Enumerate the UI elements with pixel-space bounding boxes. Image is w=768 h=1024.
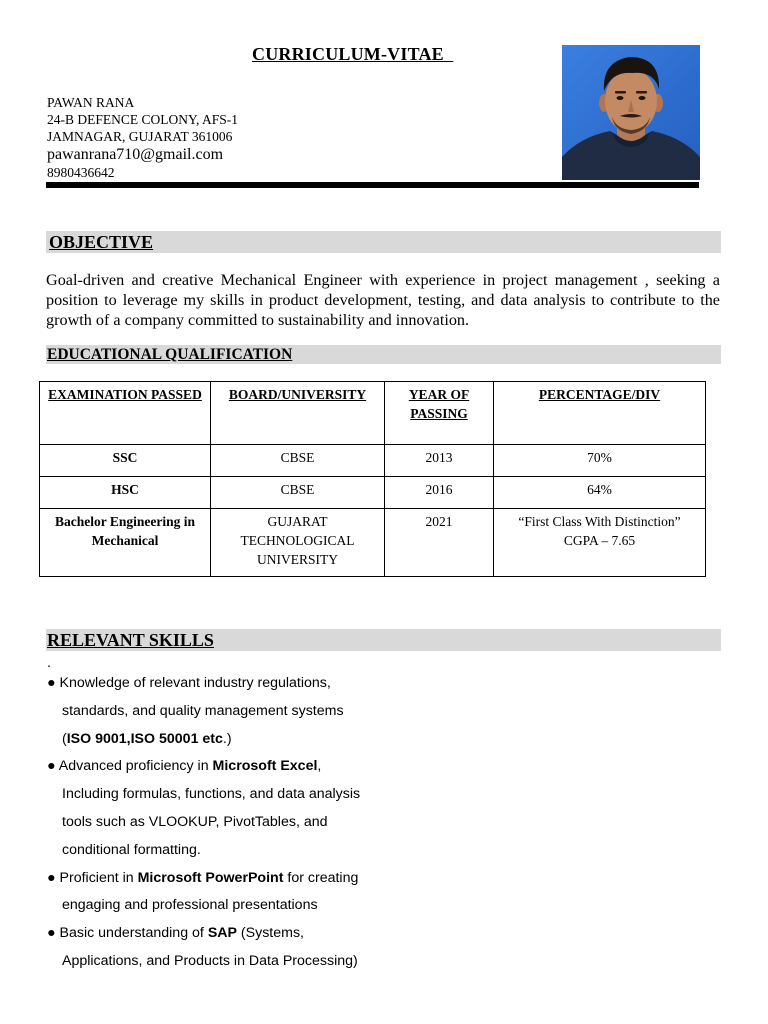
bullet-icon: ● — [47, 925, 56, 942]
table-row — [40, 445, 706, 477]
objective-text: Goal-driven and creative Mechanical Engineer with experience in project management , seeking a position to leverage my skills in product development, testing, and data analysis to contribute to the growth of a company committed to sustainability and innovation. — [46, 271, 720, 329]
page-title: CURRICULUM-VITAE — [252, 44, 444, 64]
cell-exam: HSC — [40, 477, 211, 509]
list-item-continuation: standards, and quality management systems — [62, 702, 344, 719]
profile-photo — [562, 45, 700, 180]
cell-year: 2021 — [385, 509, 494, 577]
bullet-icon: ● — [47, 758, 56, 775]
address-line-2: JAMNAGAR, GUJARAT 361006 — [47, 129, 233, 144]
cell-year: 2016 — [385, 477, 494, 509]
contact-block — [47, 94, 238, 181]
phone-number: 8980436642 — [47, 165, 115, 180]
list-item-continuation: tools such as VLOOKUP, PivotTables, and — [62, 813, 328, 830]
bullet-icon: ● — [47, 675, 56, 691]
list-item: ● Advanced proficiency in Microsoft Excel, — [47, 758, 322, 775]
candidate-name: PAWAN RANA — [47, 95, 135, 110]
portrait-image — [562, 45, 700, 180]
skills-list — [47, 656, 467, 976]
table-row — [40, 477, 706, 509]
cell-exam: SSC — [40, 445, 211, 477]
cell-exam: Bachelor Engineering in Mechanical — [40, 509, 211, 577]
cell-board: CBSE — [211, 477, 385, 509]
bullet-icon: ● — [47, 869, 56, 886]
column-header-percentage: PERCENTAGE/DIV — [494, 382, 706, 445]
objective-heading: OBJECTIVE — [49, 232, 154, 252]
header-divider — [46, 182, 699, 188]
list-item-continuation: Applications, and Products in Data Processing) — [62, 952, 358, 969]
column-header-board: BOARD/UNIVERSITY — [211, 382, 385, 445]
list-item: ● Knowledge of relevant industry regulations, — [47, 675, 331, 691]
list-item-continuation: (ISO 9001,ISO 50001 etc.) — [62, 730, 232, 747]
education-heading: EDUCATIONAL QUALIFICATION — [47, 346, 293, 363]
list-item: ● Proficient in Microsoft PowerPoint for creating — [47, 869, 359, 886]
cell-board: CBSE — [211, 445, 385, 477]
skills-heading: RELEVANT SKILLS — [47, 630, 214, 650]
column-header-examination: EXAMINATION PASSED — [40, 382, 211, 445]
cell-result: “First Class With Distinction” CGPA – 7.65 — [494, 509, 706, 577]
stray-dot: . — [47, 655, 51, 671]
list-item: ● Basic understanding of SAP (Systems, — [47, 925, 304, 942]
cell-result: 64% — [494, 477, 706, 509]
email-address: pawanrana710@gmail.com — [47, 146, 224, 163]
address-line-1: 24-B DEFENCE COLONY, AFS-1 — [47, 112, 239, 127]
table-row — [40, 509, 706, 577]
cell-result: 70% — [494, 445, 706, 477]
list-item-continuation: conditional formatting. — [62, 841, 201, 858]
list-item-continuation: Including formulas, functions, and data analysis — [62, 786, 361, 803]
list-item-continuation: engaging and professional presentations — [62, 897, 318, 914]
column-header-year: YEAR OF PASSING — [385, 382, 494, 445]
cell-year: 2013 — [385, 445, 494, 477]
education-table — [39, 381, 706, 577]
cell-board: GUJARAT TECHNOLOGICAL UNIVERSITY — [211, 509, 385, 577]
table-header-row — [40, 382, 706, 445]
